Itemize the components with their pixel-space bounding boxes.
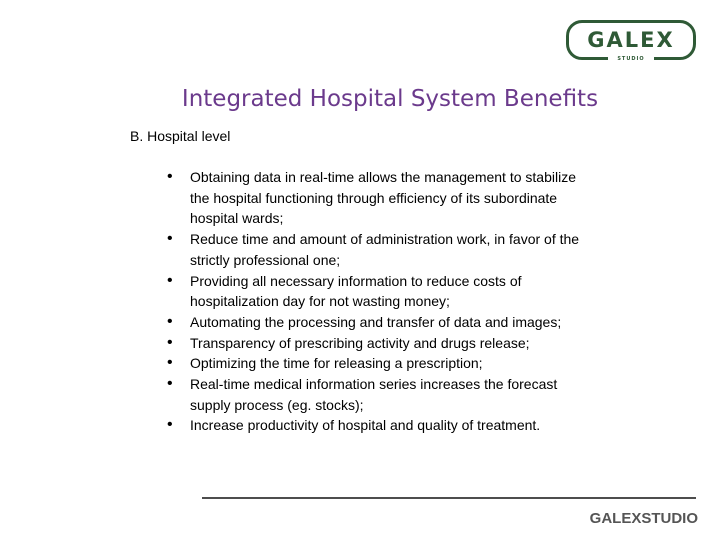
- benefit-item: [167, 167, 587, 229]
- bullet-icon: •: [167, 375, 173, 393]
- benefit-text: Reduce time and amount of administration work, in favor of the strictly professional one;: [190, 231, 580, 268]
- benefit-item: [167, 333, 587, 354]
- benefit-text: Transparency of prescribing activity and drugs release;: [190, 334, 530, 351]
- bullet-icon: •: [167, 271, 173, 289]
- benefit-text: Automating the processing and transfer of data and images;: [190, 313, 562, 330]
- bullet-icon: •: [167, 168, 173, 185]
- benefit-item: [167, 229, 587, 270]
- benefit-text: Increase productivity of hospital and quality of treatment.: [190, 417, 541, 434]
- benefit-item: [167, 415, 587, 436]
- benefit-text: Real-time medical information series increases the forecast supply process (eg. stocks);: [190, 376, 558, 413]
- benefit-item: [167, 353, 587, 374]
- logo-wordmark: GALEX: [587, 28, 675, 52]
- galex-logo: [566, 20, 696, 60]
- benefit-item: [167, 312, 587, 333]
- bullet-icon: •: [167, 333, 173, 351]
- benefit-item: [167, 271, 587, 312]
- section-heading: B. Hospital level: [130, 128, 231, 144]
- benefit-item: [167, 374, 587, 415]
- footer-divider: [202, 497, 696, 499]
- bullet-icon: •: [167, 354, 173, 372]
- benefit-text: Providing all necessary information to reduce costs of hospitalization day for not wasting money;: [190, 272, 522, 310]
- benefit-list: [167, 167, 587, 436]
- benefit-text: Optimizing the time for releasing a prescription;: [190, 355, 483, 372]
- logo-studio-label: STUDIO: [608, 55, 654, 64]
- benefit-text: Obtaining data in real-time allows the management to stabilize the hospital functioning through efficiency of its subordinate hospital wards;: [190, 169, 576, 227]
- bullet-icon: •: [167, 416, 173, 434]
- bullet-icon: •: [167, 230, 173, 248]
- page-title: Integrated Hospital System Benefits: [181, 86, 599, 112]
- footer-brand: GALEXSTUDIO: [589, 510, 698, 527]
- bullet-icon: •: [167, 312, 173, 330]
